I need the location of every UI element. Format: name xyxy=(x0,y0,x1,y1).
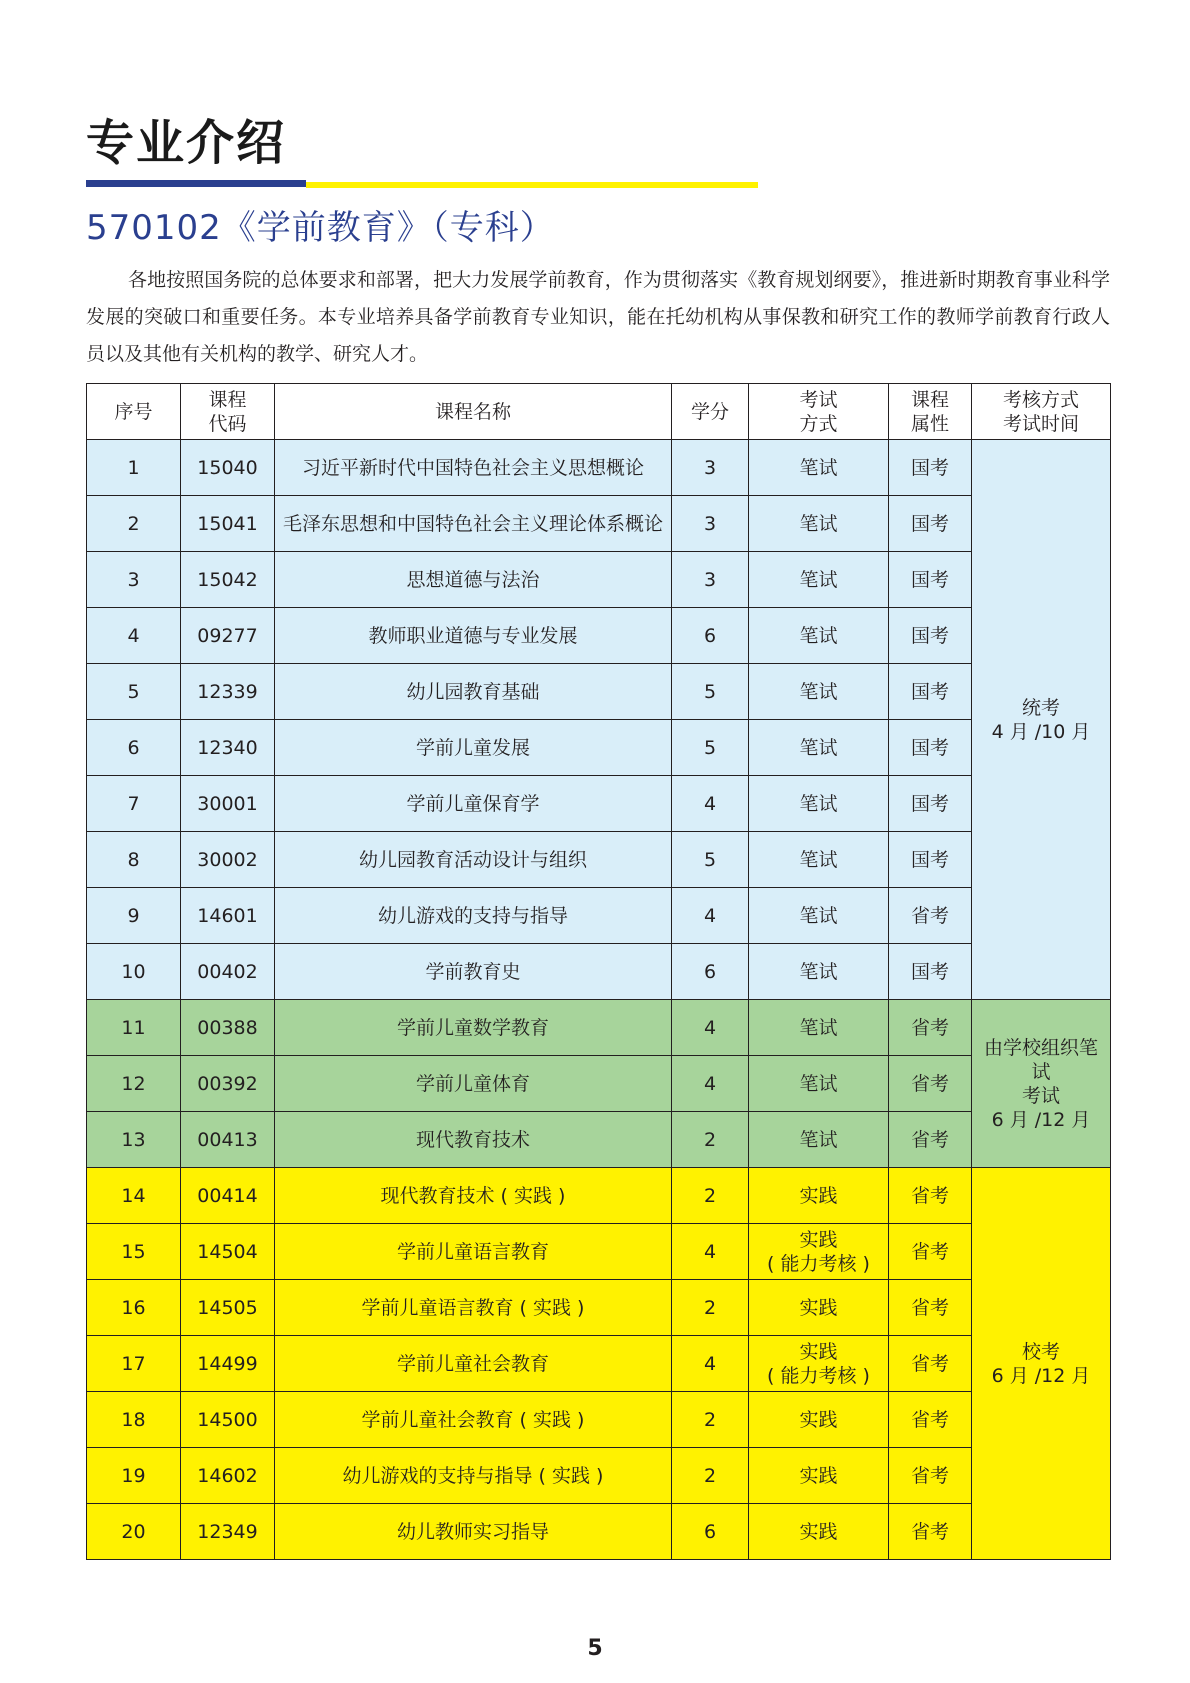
cell-attribute: 省考 xyxy=(889,1056,972,1112)
cell-name: 学前儿童语言教育 xyxy=(275,1224,672,1280)
cell-name: 现代教育技术 ( 实践 ) xyxy=(275,1168,672,1224)
cell-name: 学前教育史 xyxy=(275,944,672,1000)
cell-exam-mode: 实践 xyxy=(749,1504,889,1560)
table-row xyxy=(87,1224,1111,1280)
cell-code: 12340 xyxy=(181,720,275,776)
heading-rule-blue xyxy=(86,180,306,187)
cell-seq: 7 xyxy=(87,776,181,832)
cell-exam-mode: 笔试 xyxy=(749,832,889,888)
header-attribute: 课程 属性 xyxy=(889,384,972,440)
cell-code: 00388 xyxy=(181,1000,275,1056)
table-row xyxy=(87,1392,1111,1448)
cell-credit: 4 xyxy=(672,1000,749,1056)
header-code: 课程 代码 xyxy=(181,384,275,440)
header-assessment: 考核方式 考试时间 xyxy=(972,384,1111,440)
table-row xyxy=(87,1336,1111,1392)
cell-code: 14505 xyxy=(181,1280,275,1336)
cell-seq: 6 xyxy=(87,720,181,776)
cell-exam-mode: 笔试 xyxy=(749,440,889,496)
cell-attribute: 省考 xyxy=(889,1504,972,1560)
cell-credit: 2 xyxy=(672,1112,749,1168)
table-row xyxy=(87,720,1111,776)
cell-credit: 6 xyxy=(672,1504,749,1560)
cell-assessment: 校考 6 月 /12 月 xyxy=(972,1168,1111,1560)
course-table xyxy=(86,383,1111,1560)
page-heading: 专业介绍 xyxy=(86,115,287,171)
cell-code: 14504 xyxy=(181,1224,275,1280)
cell-credit: 4 xyxy=(672,1224,749,1280)
cell-seq: 15 xyxy=(87,1224,181,1280)
cell-exam-mode: 笔试 xyxy=(749,1056,889,1112)
table-row xyxy=(87,1168,1111,1224)
cell-seq: 9 xyxy=(87,888,181,944)
table-row xyxy=(87,440,1111,496)
cell-credit: 6 xyxy=(672,608,749,664)
cell-name: 毛泽东思想和中国特色社会主义理论体系概论 xyxy=(275,496,672,552)
cell-attribute: 省考 xyxy=(889,1336,972,1392)
cell-attribute: 国考 xyxy=(889,720,972,776)
cell-credit: 2 xyxy=(672,1168,749,1224)
table-body xyxy=(87,440,1111,1560)
cell-code: 00414 xyxy=(181,1168,275,1224)
cell-exam-mode: 笔试 xyxy=(749,944,889,1000)
cell-credit: 5 xyxy=(672,832,749,888)
table-row xyxy=(87,832,1111,888)
cell-exam-mode: 笔试 xyxy=(749,496,889,552)
header-exam-mode: 考试 方式 xyxy=(749,384,889,440)
cell-code: 15042 xyxy=(181,552,275,608)
cell-exam-mode: 笔试 xyxy=(749,888,889,944)
cell-attribute: 国考 xyxy=(889,944,972,1000)
cell-name: 习近平新时代中国特色社会主义思想概论 xyxy=(275,440,672,496)
cell-name: 学前儿童社会教育 xyxy=(275,1336,672,1392)
cell-exam-mode: 笔试 xyxy=(749,1000,889,1056)
cell-code: 12339 xyxy=(181,664,275,720)
cell-credit: 3 xyxy=(672,440,749,496)
cell-seq: 5 xyxy=(87,664,181,720)
cell-seq: 19 xyxy=(87,1448,181,1504)
cell-seq: 8 xyxy=(87,832,181,888)
cell-exam-mode: 笔试 xyxy=(749,664,889,720)
cell-exam-mode: 实践 ( 能力考核 ) xyxy=(749,1336,889,1392)
cell-code: 00392 xyxy=(181,1056,275,1112)
cell-credit: 5 xyxy=(672,664,749,720)
table-row xyxy=(87,496,1111,552)
table-row xyxy=(87,1112,1111,1168)
cell-credit: 6 xyxy=(672,944,749,1000)
cell-name: 学前儿童保育学 xyxy=(275,776,672,832)
cell-seq: 20 xyxy=(87,1504,181,1560)
cell-exam-mode: 笔试 xyxy=(749,552,889,608)
cell-credit: 2 xyxy=(672,1448,749,1504)
cell-attribute: 国考 xyxy=(889,552,972,608)
cell-name: 学前儿童数学教育 xyxy=(275,1000,672,1056)
cell-credit: 4 xyxy=(672,1336,749,1392)
cell-exam-mode: 实践 xyxy=(749,1448,889,1504)
cell-assessment: 统考 4 月 /10 月 xyxy=(972,440,1111,1000)
table-row xyxy=(87,776,1111,832)
table-row xyxy=(87,1448,1111,1504)
cell-credit: 4 xyxy=(672,888,749,944)
cell-code: 15040 xyxy=(181,440,275,496)
table-row xyxy=(87,1000,1111,1056)
cell-name: 学前儿童社会教育 ( 实践 ) xyxy=(275,1392,672,1448)
table-row xyxy=(87,552,1111,608)
cell-seq: 3 xyxy=(87,552,181,608)
cell-code: 14500 xyxy=(181,1392,275,1448)
table-row xyxy=(87,608,1111,664)
cell-credit: 2 xyxy=(672,1280,749,1336)
table-row xyxy=(87,944,1111,1000)
cell-code: 14602 xyxy=(181,1448,275,1504)
cell-name: 学前儿童发展 xyxy=(275,720,672,776)
cell-attribute: 省考 xyxy=(889,1168,972,1224)
heading-rule-yellow xyxy=(306,182,758,188)
page-number: 5 xyxy=(587,1636,603,1661)
cell-code: 15041 xyxy=(181,496,275,552)
cell-name: 学前儿童语言教育 ( 实践 ) xyxy=(275,1280,672,1336)
cell-code: 12349 xyxy=(181,1504,275,1560)
cell-code: 00413 xyxy=(181,1112,275,1168)
cell-seq: 2 xyxy=(87,496,181,552)
cell-name: 幼儿园教育基础 xyxy=(275,664,672,720)
cell-name: 现代教育技术 xyxy=(275,1112,672,1168)
cell-attribute: 国考 xyxy=(889,832,972,888)
cell-name: 幼儿园教育活动设计与组织 xyxy=(275,832,672,888)
cell-code: 14601 xyxy=(181,888,275,944)
cell-seq: 16 xyxy=(87,1280,181,1336)
table-row xyxy=(87,1280,1111,1336)
cell-attribute: 国考 xyxy=(889,496,972,552)
cell-credit: 2 xyxy=(672,1392,749,1448)
table-header-row xyxy=(87,384,1111,440)
cell-seq: 14 xyxy=(87,1168,181,1224)
cell-attribute: 省考 xyxy=(889,888,972,944)
cell-exam-mode: 实践 xyxy=(749,1168,889,1224)
cell-exam-mode: 实践 ( 能力考核 ) xyxy=(749,1224,889,1280)
table-row xyxy=(87,1056,1111,1112)
cell-assessment: 由学校组织笔试 考试 6 月 /12 月 xyxy=(972,1000,1111,1168)
cell-seq: 17 xyxy=(87,1336,181,1392)
table-row xyxy=(87,664,1111,720)
cell-attribute: 国考 xyxy=(889,608,972,664)
intro-paragraph: 各地按照国务院的总体要求和部署，把大力发展学前教育，作为贯彻落实《教育规划纲要》，推进新时期教育事业科学发展的突破口和重要任务。本专业培养具备学前教育专业知识，能在托幼机构从事保教和研究工作的教师学前教育行政人员以及其他有关机构的教学、研究人才。 xyxy=(86,269,1110,365)
cell-seq: 10 xyxy=(87,944,181,1000)
cell-name: 幼儿游戏的支持与指导 ( 实践 ) xyxy=(275,1448,672,1504)
header-seq: 序号 xyxy=(87,384,181,440)
cell-code: 14499 xyxy=(181,1336,275,1392)
cell-name: 学前儿童体育 xyxy=(275,1056,672,1112)
cell-attribute: 省考 xyxy=(889,1000,972,1056)
cell-name: 幼儿游戏的支持与指导 xyxy=(275,888,672,944)
cell-code: 09277 xyxy=(181,608,275,664)
cell-name: 幼儿教师实习指导 xyxy=(275,1504,672,1560)
cell-exam-mode: 实践 xyxy=(749,1392,889,1448)
cell-exam-mode: 笔试 xyxy=(749,720,889,776)
cell-exam-mode: 笔试 xyxy=(749,776,889,832)
cell-code: 30002 xyxy=(181,832,275,888)
cell-exam-mode: 笔试 xyxy=(749,608,889,664)
cell-seq: 11 xyxy=(87,1000,181,1056)
cell-attribute: 省考 xyxy=(889,1448,972,1504)
cell-seq: 4 xyxy=(87,608,181,664)
header-name: 课程名称 xyxy=(275,384,672,440)
cell-seq: 1 xyxy=(87,440,181,496)
header-credit: 学分 xyxy=(672,384,749,440)
cell-seq: 12 xyxy=(87,1056,181,1112)
cell-credit: 4 xyxy=(672,776,749,832)
cell-exam-mode: 实践 xyxy=(749,1280,889,1336)
cell-attribute: 省考 xyxy=(889,1280,972,1336)
cell-code: 00402 xyxy=(181,944,275,1000)
cell-attribute: 国考 xyxy=(889,776,972,832)
cell-attribute: 国考 xyxy=(889,440,972,496)
cell-credit: 5 xyxy=(672,720,749,776)
cell-credit: 3 xyxy=(672,496,749,552)
table-row xyxy=(87,1504,1111,1560)
cell-name: 教师职业道德与专业发展 xyxy=(275,608,672,664)
cell-name: 思想道德与法治 xyxy=(275,552,672,608)
cell-attribute: 国考 xyxy=(889,664,972,720)
cell-attribute: 省考 xyxy=(889,1392,972,1448)
major-title: 570102《学前教育》（专科） xyxy=(86,208,555,248)
cell-seq: 13 xyxy=(87,1112,181,1168)
table-row xyxy=(87,888,1111,944)
cell-attribute: 省考 xyxy=(889,1224,972,1280)
cell-attribute: 省考 xyxy=(889,1112,972,1168)
cell-seq: 18 xyxy=(87,1392,181,1448)
cell-code: 30001 xyxy=(181,776,275,832)
cell-credit: 4 xyxy=(672,1056,749,1112)
cell-credit: 3 xyxy=(672,552,749,608)
cell-exam-mode: 笔试 xyxy=(749,1112,889,1168)
